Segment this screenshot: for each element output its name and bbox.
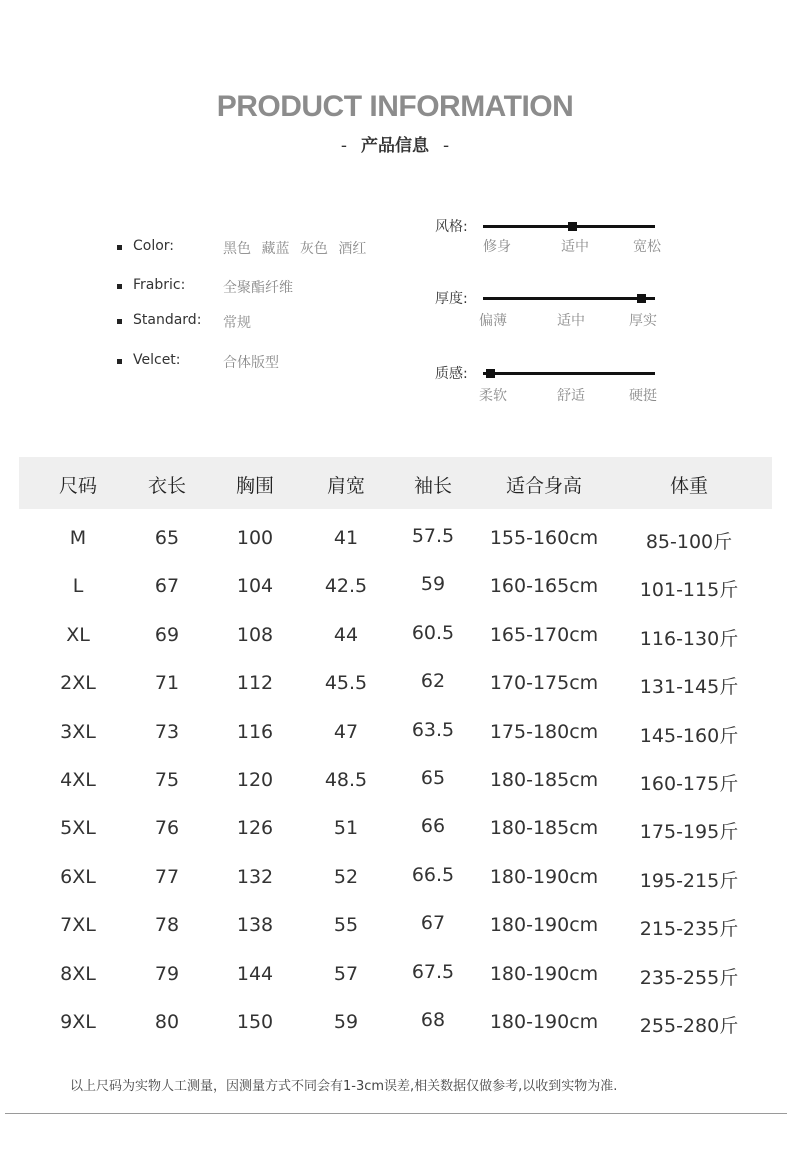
table-cell: 52 [333,866,359,888]
table-cell: 69 [154,624,180,646]
style-scale [435,216,675,276]
table-cell: 180-185cm [489,769,599,791]
bottom-divider [5,1113,787,1114]
table-cell: 59 [420,573,446,595]
table-header-cell: 适合身高 [505,475,583,497]
table-cell: 170-175cm [489,672,599,694]
table-cell: 67 [420,912,446,934]
size-table-header [19,457,772,509]
table-row [0,866,790,896]
table-cell: 9XL [60,1011,96,1033]
table-cell: 63.5 [411,719,455,741]
table-cell: 5XL [60,817,96,839]
texture-scale [435,363,675,423]
table-cell: 68 [420,1009,446,1031]
table-cell: 132 [236,866,274,888]
table-cell: 41 [333,527,359,549]
thickness-scale-label: 厚度: [435,291,468,307]
table-cell: 60.5 [411,622,455,644]
color-value: 灰色 [299,241,328,257]
table-cell: 80 [154,1011,180,1033]
style-tick-1: 修身 [483,239,511,255]
subtitle-text: 产品信息 [361,136,429,156]
table-cell: 112 [236,672,274,694]
table-cell: 57 [333,963,359,985]
table-cell: 100 [236,527,274,549]
table-cell: 160-175斤 [639,773,739,795]
table-cell: XL [66,624,90,646]
table-cell: 180-190cm [489,914,599,936]
table-cell: 66 [420,815,446,837]
thickness-tick-3: 厚实 [629,313,657,329]
table-cell: L [72,575,84,597]
table-header-cell: 肩宽 [326,475,366,497]
style-scale-label: 风格: [435,219,468,235]
table-cell: 8XL [60,963,96,985]
table-row [0,672,790,702]
table-row [0,721,790,751]
style-scale-marker [568,222,577,231]
table-cell: 108 [236,624,274,646]
table-cell: 116 [236,721,274,743]
table-cell: 144 [236,963,274,985]
table-row [0,575,790,605]
table-cell: 59 [333,1011,359,1033]
table-cell: 101-115斤 [639,579,739,601]
table-cell: 160-165cm [489,575,599,597]
table-cell: 7XL [60,914,96,936]
color-values [223,238,372,258]
standard-label: Standard: [133,312,202,328]
bullet-icon [117,359,122,364]
texture-tick-3: 硬挺 [629,388,657,404]
table-cell: 48.5 [324,769,368,791]
table-cell: 75 [154,769,180,791]
velcet-value: 合体版型 [223,355,279,371]
table-cell: 77 [154,866,180,888]
table-cell: 180-190cm [489,866,599,888]
table-cell: 180-190cm [489,1011,599,1033]
bullet-icon [117,319,122,324]
table-cell: 55 [333,914,359,936]
table-cell: 126 [236,817,274,839]
table-row [0,963,790,993]
thickness-tick-2: 适中 [557,313,585,329]
table-cell: 76 [154,817,180,839]
table-cell: 150 [236,1011,274,1033]
table-cell: M [69,527,87,549]
table-header-cell: 体重 [669,475,709,497]
table-cell: 57.5 [411,525,455,547]
table-cell: 6XL [60,866,96,888]
table-cell: 195-215斤 [639,870,739,892]
subtitle-dash-right: - [443,136,450,156]
style-tick-3: 宽松 [633,239,661,255]
table-cell: 73 [154,721,180,743]
color-label: Color: [133,238,175,254]
table-cell: 180-190cm [489,963,599,985]
table-cell: 44 [333,624,359,646]
style-tick-2: 适中 [561,239,589,255]
table-row [0,527,790,557]
page-subtitle [0,131,790,156]
color-value: 黑色 [223,241,251,257]
table-cell: 42.5 [324,575,368,597]
texture-scale-marker [486,369,495,378]
bullet-icon [117,284,122,289]
table-header-cell: 袖长 [413,475,453,497]
table-cell: 47 [333,721,359,743]
table-cell: 165-170cm [489,624,599,646]
thickness-scale-track [483,297,655,300]
texture-scale-track [483,372,655,375]
table-cell: 145-160斤 [639,725,739,747]
velcet-label: Velcet: [133,352,181,368]
fabric-value: 全聚酯纤维 [223,280,293,296]
table-header-cell: 尺码 [58,475,98,497]
table-cell: 79 [154,963,180,985]
table-header-cell: 胸围 [235,475,275,497]
table-cell: 67.5 [411,961,455,983]
table-cell: 235-255斤 [639,967,739,989]
table-cell: 78 [154,914,180,936]
table-cell: 3XL [60,721,96,743]
fabric-label: Frabric: [133,277,186,293]
table-cell: 85-100斤 [645,531,733,553]
table-cell: 116-130斤 [639,628,739,650]
style-scale-track [483,225,655,228]
table-cell: 131-145斤 [639,676,739,698]
table-cell: 104 [236,575,274,597]
page-title: PRODUCT INFORMATION [216,90,574,123]
thickness-scale-marker [637,294,646,303]
table-cell: 255-280斤 [639,1015,739,1037]
color-value: 酒红 [338,241,367,257]
table-cell: 120 [236,769,274,791]
measurement-note: 以上尺码为实物人工测量，因测量方式不同会有1-3cm误差,相关数据仅做参考,以收到实物为准. [70,1079,618,1094]
table-cell: 175-195斤 [639,821,739,843]
table-cell: 66.5 [411,864,455,886]
table-cell: 175-180cm [489,721,599,743]
color-value: 藏蓝 [261,241,290,257]
table-cell: 65 [154,527,180,549]
table-cell: 65 [420,767,446,789]
table-cell: 215-235斤 [639,918,739,940]
table-cell: 180-185cm [489,817,599,839]
table-cell: 138 [236,914,274,936]
bullet-icon [117,245,122,250]
texture-tick-1: 柔软 [479,388,507,404]
table-row [0,914,790,944]
table-cell: 71 [154,672,180,694]
table-cell: 45.5 [324,672,368,694]
texture-scale-label: 质感: [435,366,468,382]
thickness-tick-1: 偏薄 [479,313,507,329]
texture-tick-2: 舒适 [557,388,585,404]
thickness-scale [435,288,675,348]
table-cell: 62 [420,670,446,692]
table-row [0,1011,790,1041]
table-cell: 67 [154,575,180,597]
standard-value: 常规 [223,315,251,331]
table-header-cell: 衣长 [147,475,187,497]
table-cell: 4XL [60,769,96,791]
table-cell: 155-160cm [489,527,599,549]
table-row [0,769,790,799]
table-row [0,817,790,847]
table-cell: 51 [333,817,359,839]
subtitle-dash-left: - [340,136,347,156]
table-row [0,624,790,654]
table-cell: 2XL [60,672,96,694]
